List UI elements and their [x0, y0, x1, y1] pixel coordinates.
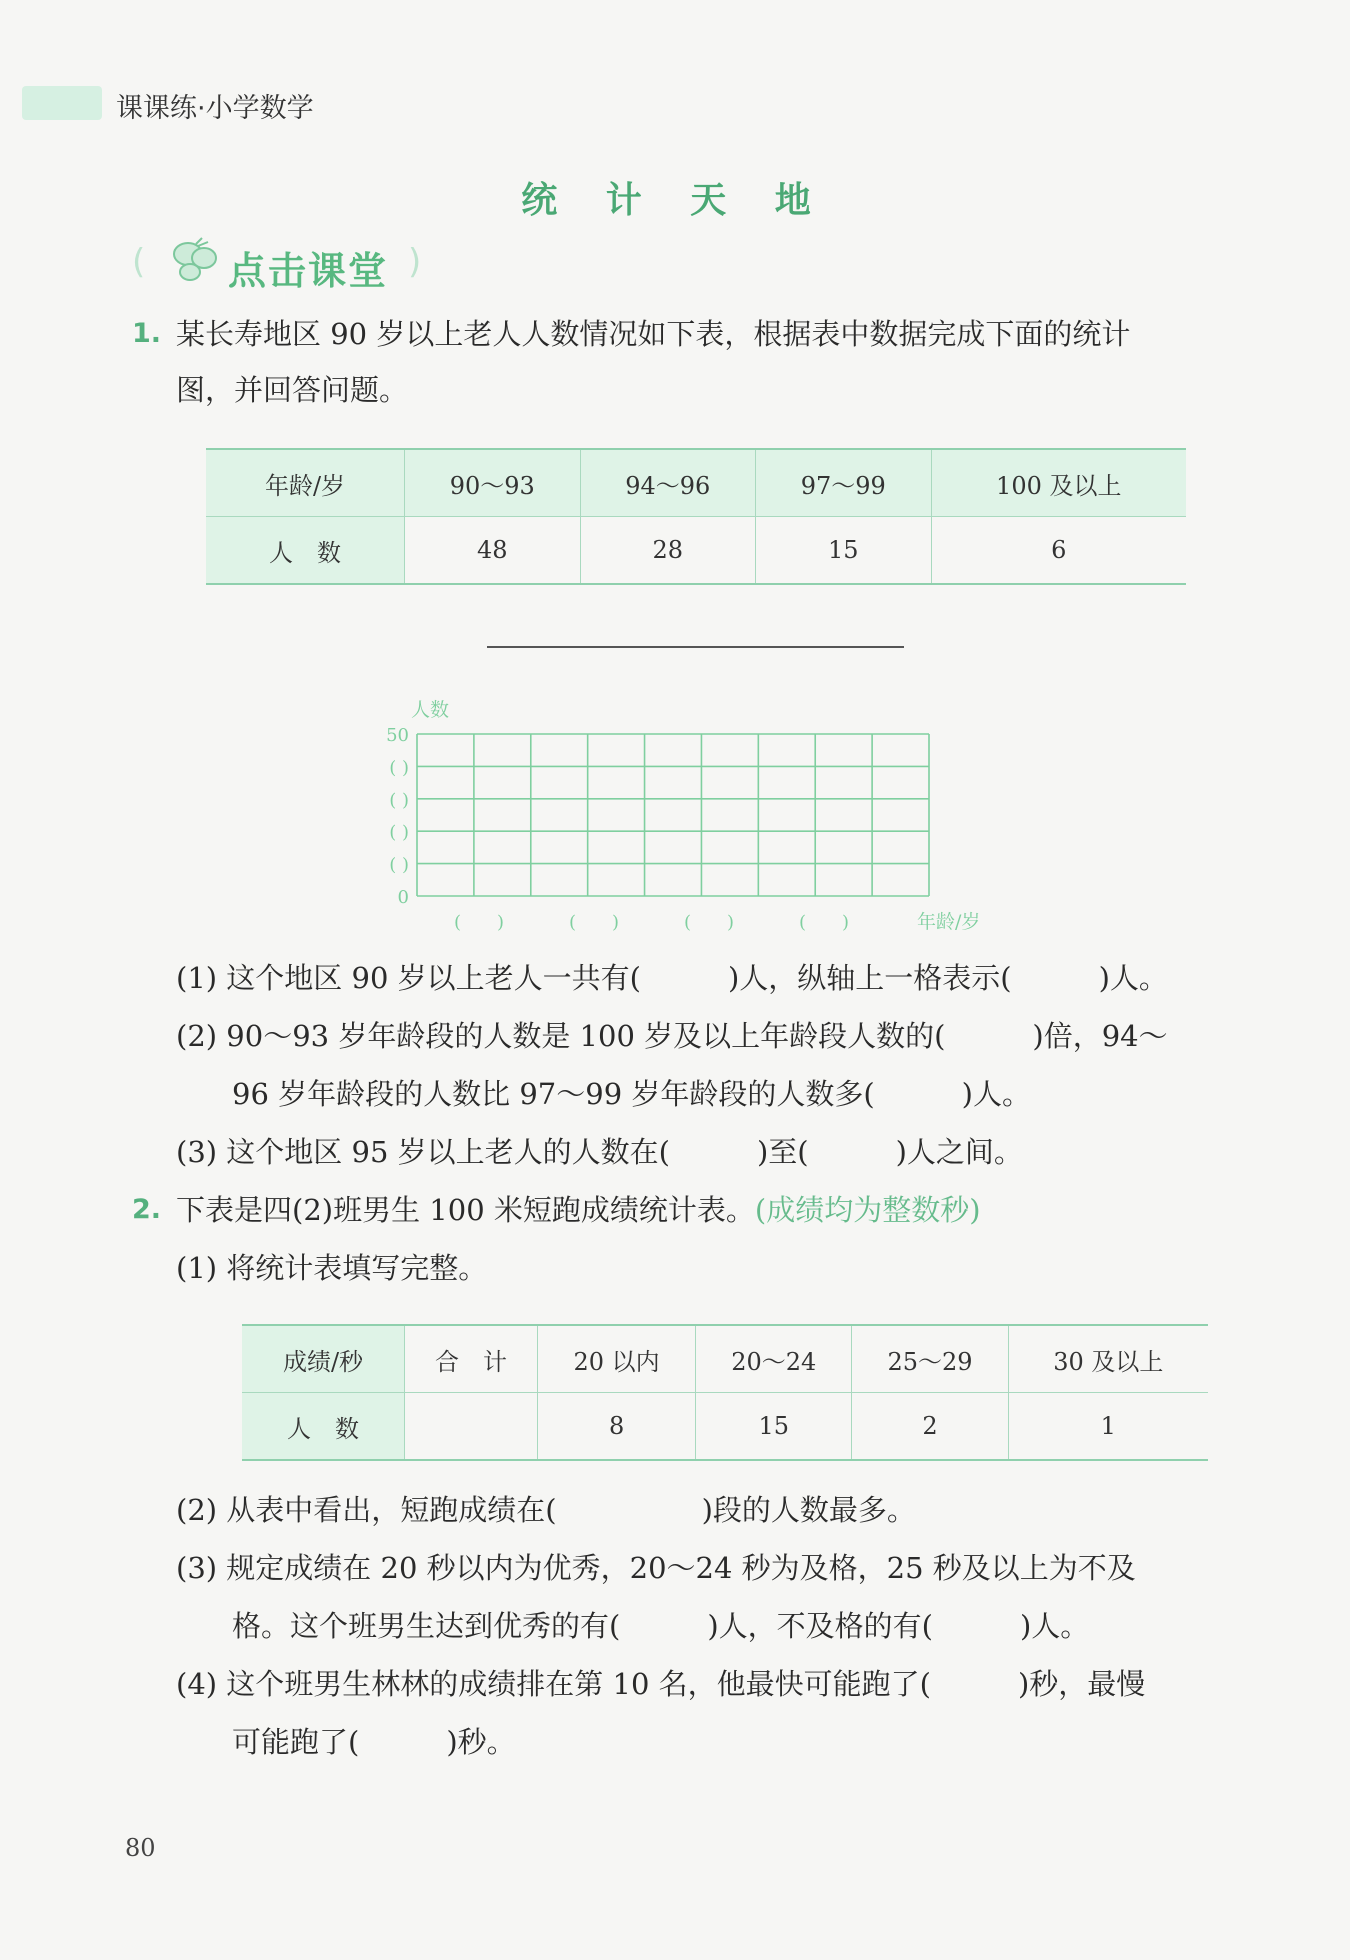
- q2-table-data-row: [242, 1393, 1208, 1461]
- q1-header-cell: 90～93: [405, 449, 581, 517]
- q2-sub4-line2: 可能跑了( )秒。: [232, 1725, 516, 1759]
- q1-cell: 6: [1051, 536, 1067, 564]
- y-tick-label: ( ): [389, 822, 409, 844]
- page-number: 80: [125, 1834, 156, 1862]
- q1-sub2-line1: (2) 90～93 岁年龄段的人数是 100 岁及以上年龄段人数的( )倍，94～: [176, 1019, 1168, 1053]
- q2-cell: 8: [538, 1393, 696, 1461]
- q2-cell: 2: [852, 1393, 1008, 1461]
- q1-number: 1.: [132, 318, 162, 349]
- q2-table: [242, 1324, 1208, 1461]
- q2-sub3-line2: 格。这个班男生达到优秀的有( )人，不及格的有( )人。: [232, 1609, 1090, 1643]
- y-tick-label: 50: [386, 725, 409, 746]
- q2-sub1: (1) 将统计表填写完整。: [176, 1251, 488, 1285]
- y-axis-label: 人数: [411, 699, 450, 721]
- y-tick-label: 0: [397, 887, 409, 908]
- q2-note: (成绩均为整数秒): [754, 1193, 981, 1227]
- q2-cell: 1: [1100, 1412, 1116, 1440]
- q1-sub2-line2: 96 岁年龄段的人数比 97～99 岁年龄段的人数多( )人。: [232, 1077, 1031, 1111]
- y-tick-label: ( ): [389, 854, 409, 876]
- q1-table: [206, 448, 1186, 585]
- q1-intro-line1: 某长寿地区 90 岁以上老人人数情况如下表，根据表中数据完成下面的统计: [176, 317, 1131, 351]
- x-axis-label: 年龄/岁: [917, 911, 981, 933]
- q1-sub3: (3) 这个地区 95 岁以上老人的人数在( )至( )人之间。: [176, 1135, 1023, 1169]
- q1-bar-chart-grid: [360, 690, 1000, 940]
- q2-header-cell: 成绩/秒: [242, 1325, 405, 1393]
- q1-row-label: 人 数: [206, 517, 405, 585]
- banner-open-bracket: (: [132, 242, 146, 282]
- q2-header-cell: 20 以内: [538, 1325, 696, 1393]
- q2-sub2: (2) 从表中看出，短跑成绩在( )段的人数最多。: [176, 1493, 916, 1527]
- q2-sub3-line1: (3) 规定成绩在 20 秒以内为优秀，20～24 秒为及格，25 秒及以上为不及: [176, 1551, 1136, 1585]
- q2-row-label: 人 数: [242, 1393, 405, 1461]
- q2-table-header-row: [242, 1325, 1208, 1393]
- q2-cell: 15: [696, 1393, 852, 1461]
- header-accent-bar: [22, 86, 102, 120]
- q1-cell: 15: [756, 517, 932, 585]
- y-tick-label: ( ): [389, 757, 409, 779]
- y-tick-label: ( ): [389, 789, 409, 811]
- q1-table-header-row: [206, 449, 1186, 517]
- q2-number: 2.: [132, 1194, 162, 1225]
- banner-close-bracket: ): [408, 242, 422, 282]
- page-title: 统 计 天 地: [521, 180, 829, 221]
- q2-header-cell: 合 计: [405, 1325, 538, 1393]
- q1-sub1: (1) 这个地区 90 岁以上老人一共有( )人，纵轴上一格表示( )人。: [176, 961, 1168, 995]
- section-label: 点击课堂: [228, 249, 389, 293]
- chart-title-blank: [487, 646, 904, 648]
- q1-header-cell: 97～99: [756, 449, 932, 517]
- section-banner: [132, 232, 432, 292]
- q1-header-cell: 100 及以上: [931, 449, 1186, 517]
- x-tick-blank: ( ): [798, 912, 850, 933]
- butterfly-icon: [168, 236, 224, 288]
- q2-header-cell: 20～24: [696, 1325, 852, 1393]
- q2-total-cell[interactable]: [405, 1393, 538, 1461]
- q1-intro-line2: 图，并回答问题。: [176, 373, 409, 407]
- q2-intro-text: 下表是四(2)班男生 100 米短跑成绩统计表。: [176, 1193, 755, 1227]
- q2-header-cell: 25～29: [852, 1325, 1008, 1393]
- q1-table-data-row: [206, 517, 1186, 585]
- x-tick-blank: ( ): [568, 912, 620, 933]
- q2-sub4-line1: (4) 这个班男生林林的成绩排在第 10 名，他最快可能跑了( )秒，最慢: [176, 1667, 1146, 1701]
- q1-header-cell: 94～96: [580, 449, 756, 517]
- q1-cell: 28: [580, 517, 756, 585]
- x-tick-blank: ( ): [683, 912, 735, 933]
- q2-header-cell: 30 及以上: [1008, 1325, 1208, 1393]
- header-title: 课课练·小学数学: [116, 93, 314, 124]
- x-tick-blank: ( ): [453, 912, 505, 933]
- q1-header-cell: 年龄/岁: [206, 449, 405, 517]
- q2-intro: [176, 1190, 981, 1230]
- q1-cell: 48: [405, 517, 581, 585]
